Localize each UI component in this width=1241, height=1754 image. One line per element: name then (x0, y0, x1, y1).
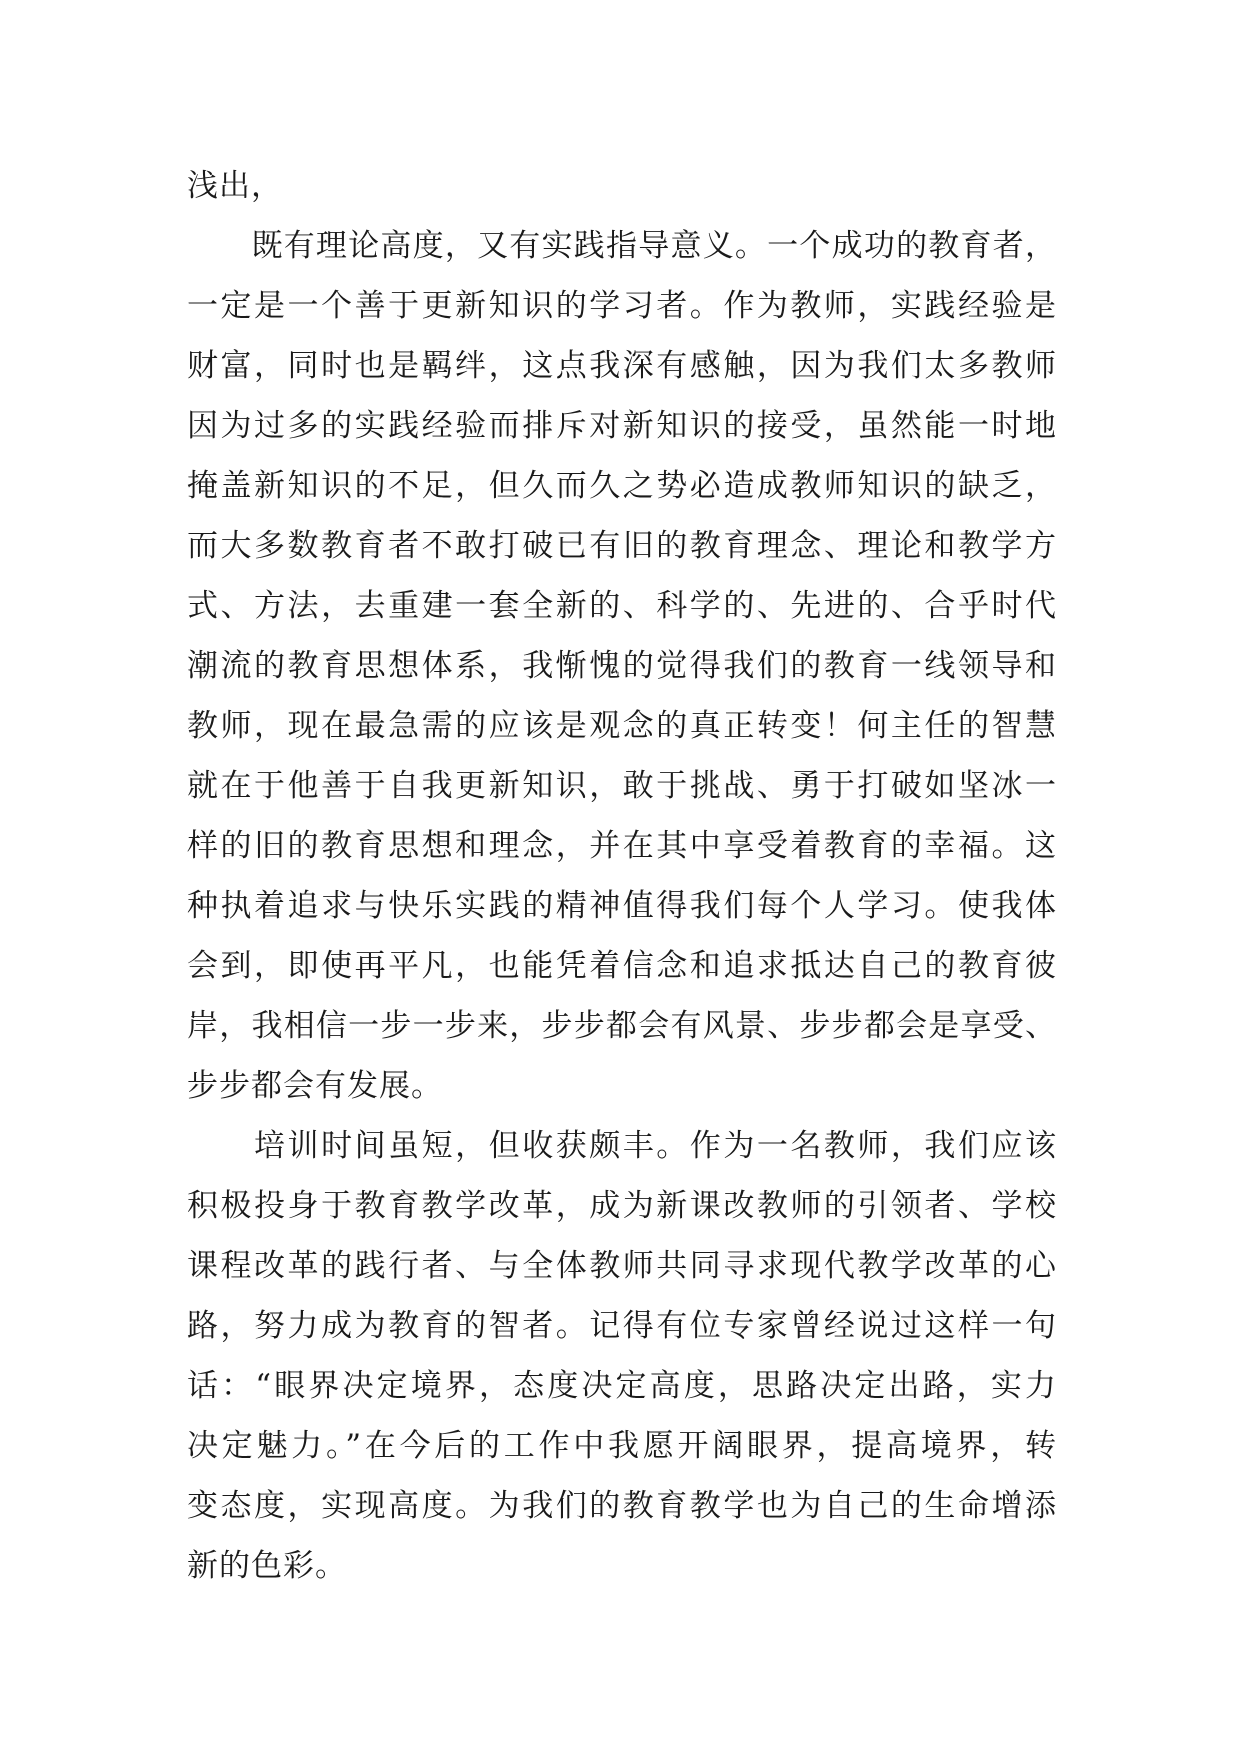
text-line: 掩盖新知识的不足，但久而久之势必造成教师知识的缺乏， (187, 468, 1057, 504)
text-line: 就在于他善于自我更新知识，敢于挑战、勇于打破如坚冰一 (187, 768, 1057, 804)
text-line: 教师，现在最急需的应该是观念的真正转变！何主任的智慧 (187, 708, 1057, 744)
text-line: 积极投身于教育教学改革，成为新课改教师的引领者、学校 (187, 1188, 1057, 1224)
text-line: 浅出， (187, 168, 283, 204)
text-line: 财富，同时也是羁绊，这点我深有感触，因为我们太多教师 (187, 348, 1057, 384)
text-line: 岸，我相信一步一步来，步步都会有风景、步步都会是享受、 (187, 1008, 1057, 1044)
document-body (187, 156, 1057, 1596)
text-line: 培训时间虽短，但收获颇丰。作为一名教师，我们应该 (187, 1128, 1057, 1164)
text-line: 既有理论高度，又有实践指导意义。一个成功的教育者， (187, 228, 1057, 264)
text-line: 决定魅力。”在今后的工作中我愿开阔眼界，提高境界，转 (187, 1428, 1057, 1464)
text-line: 变态度，实现高度。为我们的教育教学也为自己的生命增添 (187, 1488, 1057, 1524)
text-line: 因为过多的实践经验而排斥对新知识的接受，虽然能一时地 (187, 408, 1057, 444)
text-line: 步步都会有发展。 (187, 1068, 443, 1104)
text-line: 潮流的教育思想体系，我惭愧的觉得我们的教育一线领导和 (187, 648, 1057, 684)
text-line: 会到，即使再平凡，也能凭着信念和追求抵达自己的教育彼 (187, 948, 1057, 984)
text-line: 样的旧的教育思想和理念，并在其中享受着教育的幸福。这 (187, 828, 1057, 864)
text-line: 一定是一个善于更新知识的学习者。作为教师，实践经验是 (187, 288, 1057, 324)
text-line: 话：“眼界决定境界，态度决定高度，思路决定出路，实力 (187, 1368, 1057, 1404)
text-line: 种执着追求与快乐实践的精神值得我们每个人学习。使我体 (187, 888, 1057, 924)
text-line: 式、方法，去重建一套全新的、科学的、先进的、合乎时代 (187, 588, 1057, 624)
text-line: 课程改革的践行者、与全体教师共同寻求现代教学改革的心 (187, 1248, 1057, 1284)
text-line: 而大多数教育者不敢打破已有旧的教育理念、理论和教学方 (187, 528, 1057, 564)
text-line: 路，努力成为教育的智者。记得有位专家曾经说过这样一句 (187, 1308, 1057, 1344)
text-line: 新的色彩。 (187, 1548, 347, 1584)
